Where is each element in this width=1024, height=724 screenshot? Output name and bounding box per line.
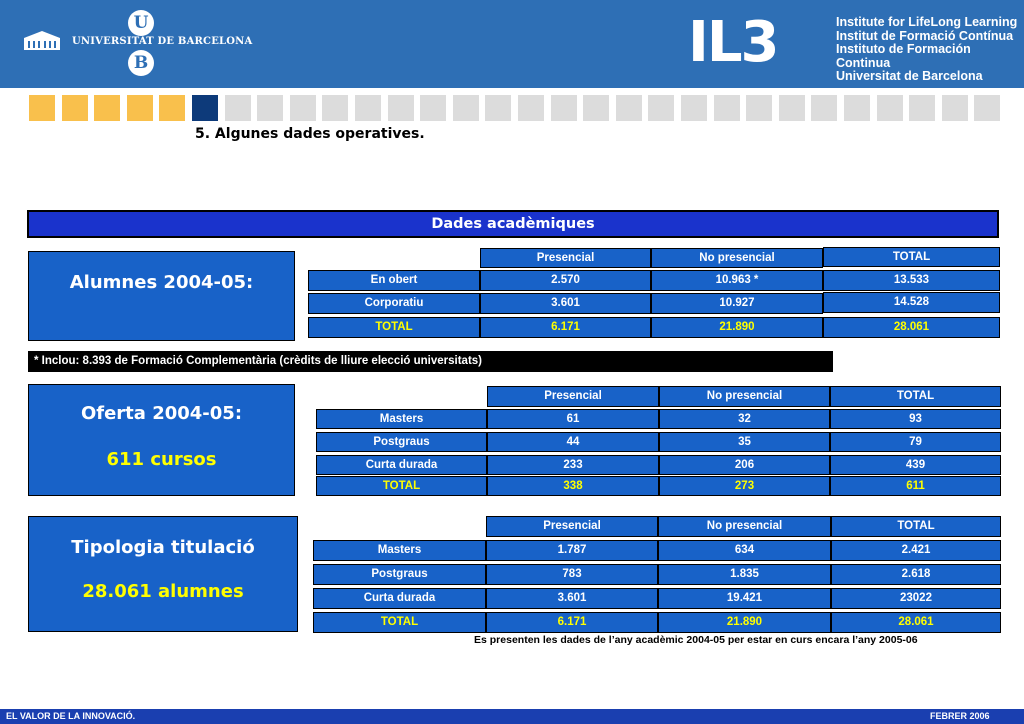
oferta-box [28,384,295,496]
progress-square [811,95,837,121]
alumnes-title: Alumnes 2004-05: [69,272,254,293]
alumnes-box [28,251,295,341]
ub-seal-top: U [128,10,154,36]
tipologia-cell: 2.618 [831,564,1001,585]
progress-square [714,95,740,121]
progress-square [551,95,577,121]
progress-square [127,95,153,121]
oferta-cell: 233 [487,455,659,475]
oferta-header: No presencial [659,386,830,407]
progress-square [159,95,185,121]
institute-line: Institute for LifeLong Learning [836,15,1018,29]
alumnes-cell: 3.601 [480,293,651,314]
alumnes-row-label: En obert [308,270,480,291]
oferta-header: Presencial [487,386,659,407]
tipologia-cell: 23022 [831,588,1001,609]
progress-square [942,95,968,121]
tipologia-title: Tipologia titulació [71,537,255,558]
tipologia-cell: 783 [486,564,658,585]
oferta-total-label: TOTAL [316,476,487,496]
alumnes-header: TOTAL [823,247,1000,267]
progress-square [779,95,805,121]
progress-square [355,95,381,121]
tipologia-total-cell: 6.171 [486,612,658,633]
oferta-total-cell: 611 [830,476,1001,496]
ub-seal-bottom: B [128,50,154,76]
tipologia-header: TOTAL [831,516,1001,537]
institute-lines [836,16,1024,84]
progress-square [648,95,674,121]
footer-date: FEBRER 2006 [930,711,990,721]
footer-left-text: EL VALOR DE LA INNOVACIÓ. [6,711,136,721]
oferta-total-cell: 338 [487,476,659,496]
oferta-cell: 206 [659,455,830,475]
alumnes-row-label: Corporatiu [308,293,480,314]
progress-square [877,95,903,121]
oferta-cell: 439 [830,455,1001,475]
progress-square [746,95,772,121]
progress-square [29,95,55,121]
tipologia-header: No presencial [658,516,831,537]
alumnes-cell: 2.570 [480,270,651,291]
progress-square [909,95,935,121]
progress-square [257,95,283,121]
footnote: Es presenten les dades de l’any acadèmic 2004-05 per estar en curs encara l’any 2005-06 [474,634,918,646]
alumnes-cell: 13.533 [823,270,1000,291]
il3-logo: IL3 [688,10,778,75]
oferta-cell: 61 [487,409,659,429]
tipologia-total-cell: 21.890 [658,612,831,633]
progress-square [583,95,609,121]
footer-bar [0,709,1024,724]
progress-square [420,95,446,121]
tipologia-row-label: Postgraus [313,564,486,585]
oferta-cell: 79 [830,432,1001,452]
progress-square [290,95,316,121]
oferta-title: Oferta 2004-05: [80,403,243,424]
alumnes-header: Presencial [480,248,651,268]
tipologia-cell: 1.835 [658,564,831,585]
tipologia-header: Presencial [486,516,658,537]
alumnes-cell: 10.963 * [651,270,823,291]
note-bar: * Inclou: 8.393 de Formació Complementària (crèdits de lliure elecció universitats) [28,351,833,372]
progress-square [225,95,251,121]
tipologia-cell: 1.787 [486,540,658,561]
oferta-cell: 44 [487,432,659,452]
progress-square [322,95,348,121]
progress-squares [29,95,1009,121]
progress-square [485,95,511,121]
alumnes-total-cell: 6.171 [480,317,651,338]
tipologia-box [28,516,298,632]
oferta-total-cell: 273 [659,476,830,496]
progress-square [94,95,120,121]
institute-line: Institut de Formació Contínua [836,28,1014,43]
oferta-cell: 93 [830,409,1001,429]
tipologia-total-label: TOTAL [313,612,486,633]
progress-square [62,95,88,121]
tipologia-cell: 634 [658,540,831,561]
oferta-row-label: Curta durada [316,455,487,475]
progress-square [616,95,642,121]
tipologia-total-cell: 28.061 [831,612,1001,633]
section-title: 5. Algunes dades operatives. [195,126,425,142]
oferta-row-label: Masters [316,409,487,429]
alumnes-cell: 14.528 [823,292,1000,313]
alumnes-cell: 10.927 [651,293,823,314]
tipologia-row-label: Masters [313,540,486,561]
progress-square [681,95,707,121]
institute-line: Universitat de Barcelona [836,69,983,83]
ub-name: UNIVERSITAT DE BARCELONA [72,36,253,47]
oferta-cell: 35 [659,432,830,452]
building-icon [22,30,62,52]
tipologia-cell: 19.421 [658,588,831,609]
progress-square [388,95,414,121]
progress-square [518,95,544,121]
oferta-row-label: Postgraus [316,432,487,452]
institute-line: Instituto de Formación Continua [836,42,971,70]
progress-square [453,95,479,121]
tipologia-subtitle: 28.061 alumnes [82,581,244,602]
oferta-subtitle: 611 cursos [106,449,217,470]
tipologia-row-label: Curta durada [313,588,486,609]
alumnes-header: No presencial [651,248,823,268]
alumnes-total-cell: 28.061 [823,317,1000,338]
progress-square [192,95,218,121]
progress-square [974,95,1000,121]
tipologia-cell: 2.421 [831,540,1001,561]
oferta-header: TOTAL [830,386,1001,407]
banner-title: Dades acadèmiques [27,210,999,238]
alumnes-total-label: TOTAL [308,317,480,338]
progress-square [844,95,870,121]
oferta-cell: 32 [659,409,830,429]
tipologia-cell: 3.601 [486,588,658,609]
alumnes-total-cell: 21.890 [651,317,823,338]
